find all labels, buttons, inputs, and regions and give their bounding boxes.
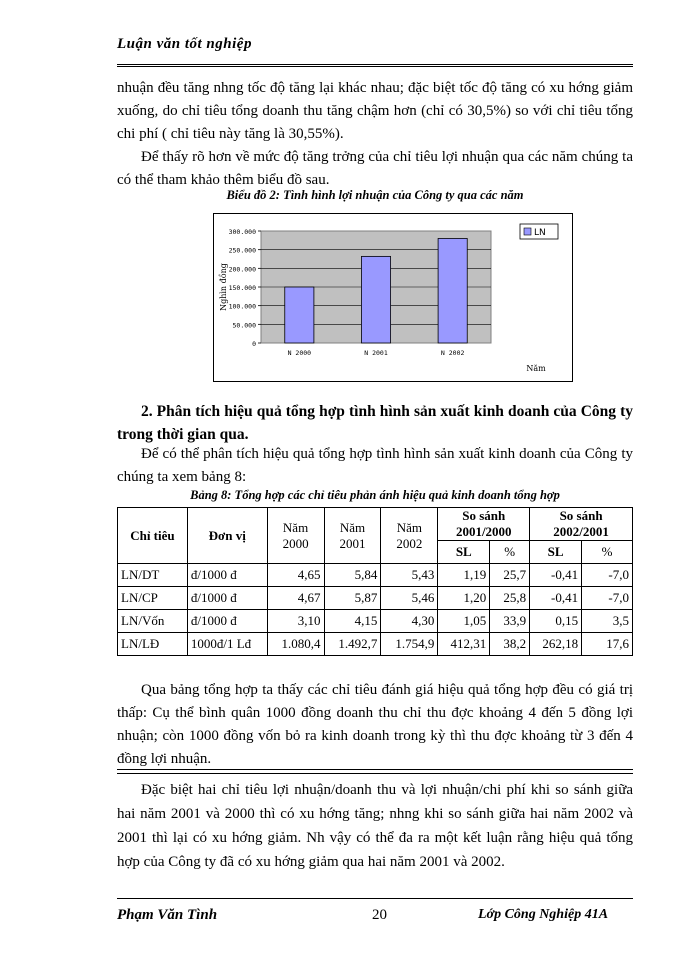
cell-2000: 3,10 [267,610,324,633]
chart-canvas [214,214,572,381]
table-row [118,564,633,587]
cell-indicator: LN/Vốn [118,610,188,633]
header-indicator: Chỉ tiêu [118,508,188,564]
cell-unit: đ/1000 đ [187,564,267,587]
paragraph-2: Để thấy rõ hơn về mức độ tăng trởng của chỉ tiêu lợi nhuận qua các năm chúng ta có thể tham khảo thêm biểu đồ sau. [117,149,633,188]
separator-rule-1 [117,769,633,770]
y-tick-label: 100.000 [228,302,256,311]
cell-indicator: LN/CP [118,587,188,610]
cell-pct1: 33,9 [490,610,530,633]
cell-pct1: 25,8 [490,587,530,610]
summary-table [117,507,633,656]
cell-2001: 5,87 [324,587,381,610]
y-tick-label: 150.000 [228,284,256,292]
y-tick-label: 300.000 [228,228,256,236]
bar [285,287,314,343]
cell-sl1: 1,20 [438,587,490,610]
cell-pct2: -7,0 [582,587,633,610]
cell-sl2: 0,15 [530,610,582,633]
paragraph-5: Đặc biệt hai chỉ tiêu lợi nhuận/doanh thu và lợi nhuận/chi phí khi so sánh giữa hai năm 2001 và 2000 thì có xu hớng tăng; nhng khi so sánh giữa hai năm 2002 và 2001 thì lại có xu hớng giảm. Nh vậy có thể đa ra một kết luận rằng hiệu quả tổng hợp của Công ty đã có xu hớng giảm qua hai năm 2001 và 2002. [117,782,633,870]
header-pct-2: % [582,541,633,564]
cell-pct1: 38,2 [490,633,530,656]
cell-unit: 1000đ/1 Lđ [187,633,267,656]
header-compare-2001-2000: So sánh 2001/2000 [438,508,530,541]
cell-indicator: LN/DT [118,564,188,587]
cell-2002: 4,30 [381,610,438,633]
cell-2002: 1.754,9 [381,633,438,656]
bar [361,256,390,343]
bar [438,238,467,343]
cell-pct1: 25,7 [490,564,530,587]
page-number: 20 [372,907,387,923]
cell-2001: 1.492,7 [324,633,381,656]
y-tick-label: 0 [252,340,256,348]
paragraph-3: Để có thể phân tích hiệu quả tổng hợp tình hình sản xuất kinh doanh của Công ty chúng ta xem bảng 8: [117,446,633,485]
legend-label: LN [534,228,546,238]
x-tick-label: N 2002 [440,349,465,357]
cell-2001: 5,84 [324,564,381,587]
header-year-2000: Năm 2000 [267,508,324,564]
cell-indicator: LN/LĐ [118,633,188,656]
table-row [118,610,633,633]
y-tick-label: 200.000 [228,265,256,274]
header-compare-2002-2001: So sánh 2002/2001 [530,508,633,541]
header-pct-1: % [490,541,530,564]
footer-class: Lớp Công Nghiệp 41A [478,907,609,922]
footer-rule [117,898,633,899]
header-year-2001: Năm 2001 [324,508,381,564]
cell-sl2: 262,18 [530,633,582,656]
x-tick-label: N 2001 [364,349,388,357]
cell-sl1: 1,19 [438,564,490,587]
cell-pct2: -7,0 [582,564,633,587]
separator-rule-2 [117,773,633,774]
header-year-2002: Năm 2002 [381,508,438,564]
paragraph-1: nhuận đều tăng nhng tốc độ tăng lại khác nhau; đặc biệt tốc độ tăng có xu hớng giảm xuống, do chỉ tiêu tổng doanh thu tăng chậm hơn (chỉ có 30,5%) so với chỉ tiêu tổng chi phí ( chỉ tiêu này tăng là 30,55%). [117,80,633,142]
cell-unit: đ/1000 đ [187,587,267,610]
legend-swatch [524,228,531,235]
cell-2000: 4,65 [267,564,324,587]
cell-pct2: 17,6 [582,633,633,656]
running-header-title: Luận văn tốt nghiệp [117,36,252,52]
cell-sl1: 1,05 [438,610,490,633]
header-rule [117,64,633,67]
y-tick-label: 50.000 [232,321,256,330]
cell-2000: 1.080,4 [267,633,324,656]
table-row [118,587,633,610]
cell-2001: 4,15 [324,610,381,633]
paragraph-4: Qua bảng tổng hợp ta thấy các chỉ tiêu đánh giá hiệu quả tổng hợp đều có giá trị thấp: Cụ thể bình quân 1000 đồng doanh thu chỉ thu đợc khoảng 4 đến 5 đồng lợi nhuận; còn 1000 đồng vốn bỏ ra kinh doanh trong kỳ thì thu đợc khoảng từ 3 đến 4 đồng lợi nhuận. [117,682,633,767]
cell-sl2: -0,41 [530,564,582,587]
header-sl-2: SL [530,541,582,564]
table-header-row-1 [118,508,633,541]
footer-author: Phạm Văn Tình [117,907,218,923]
header-sl-1: SL [438,541,490,564]
table-caption: Bảng 8: Tổng hợp các chỉ tiêu phản ánh hiệu quả kinh doanh tổng hợp [190,488,560,502]
section-heading: 2. Phân tích hiệu quả tổng hợp tình hình sản xuất kinh doanh của Công ty trong thời gian qua. [117,403,633,443]
profit-bar-chart [213,213,573,382]
cell-2002: 5,46 [381,587,438,610]
y-axis-label: Nghìn đồng [219,263,228,311]
cell-2000: 4,67 [267,587,324,610]
cell-sl2: -0,41 [530,587,582,610]
header-unit: Đơn vị [187,508,267,564]
table-row [118,633,633,656]
y-tick-label: 250.000 [228,246,256,255]
cell-pct2: 3,5 [582,610,633,633]
x-axis-label: Năm [526,364,546,373]
x-tick-label: N 2000 [287,349,312,357]
cell-sl1: 412,31 [438,633,490,656]
cell-unit: đ/1000 đ [187,610,267,633]
cell-2002: 5,43 [381,564,438,587]
chart-caption: Biểu đồ 2: Tình hình lợi nhuận của Công ty qua các năm [226,188,524,202]
